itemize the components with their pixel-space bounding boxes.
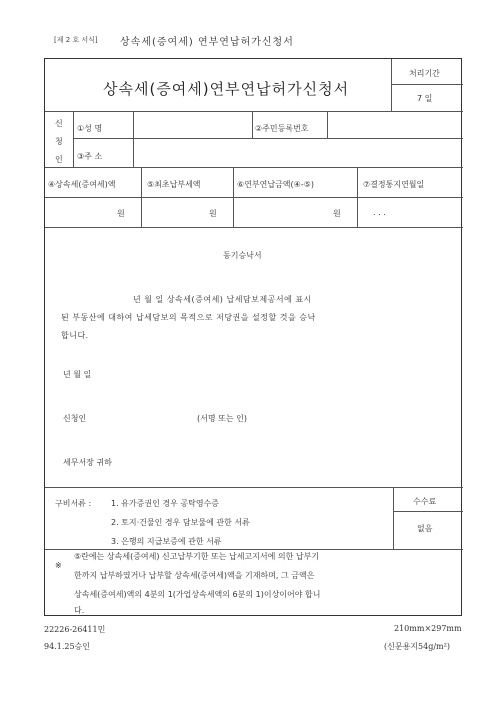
consent-line-2: 된 부동산에 대하여 납세담보의 목적으로 저당권을 설정할 것을 승낙 <box>61 313 316 322</box>
form-number: [제 2 호 서식] <box>54 36 98 44</box>
docs-label: 구비서류 : <box>55 499 92 508</box>
form-code: 22226-26411민 <box>44 625 106 634</box>
consent-date: 년 월 일 <box>63 370 92 379</box>
applicant-char-2: 청 <box>55 137 63 146</box>
divider <box>252 111 253 138</box>
addressee: 세무서장 귀하 <box>63 458 112 467</box>
installment-amount-unit: 원 <box>333 209 341 218</box>
divider <box>391 59 392 111</box>
installment-amount-header: ⑥연부연납금액(④-⑤) <box>237 180 315 189</box>
divider <box>327 111 328 138</box>
first-payment-unit: 원 <box>209 209 217 218</box>
divider <box>73 138 463 139</box>
fee-value: 없음 <box>417 524 433 533</box>
main-title: 상속세(증여세)연부연납허가신청서 <box>103 80 350 98</box>
header-title: 상속세(증여세) 연부연납허가신청서 <box>120 37 294 48</box>
processing-period-value: 7 일 <box>417 94 433 103</box>
address-label: ③주 소 <box>77 152 103 161</box>
first-payment-header: ⑤최초납부세액 <box>147 180 201 189</box>
divider <box>45 111 463 112</box>
fee-label: 수수료 <box>413 497 437 506</box>
signer-label: 신청인 <box>63 414 87 423</box>
divider <box>45 487 463 488</box>
divider <box>45 549 463 550</box>
divider <box>393 511 463 512</box>
divider <box>45 197 463 198</box>
divider <box>133 111 134 167</box>
notice-date-header: ⑦결정통지연월일 <box>363 180 425 189</box>
inheritance-tax-header: ④상속세(증여세)액 <box>48 180 116 189</box>
divider <box>391 84 463 85</box>
consent-title: 동기승낙서 <box>223 251 262 260</box>
note-line-1: ⑤란에는 상속세(증여세) 신고납부기한 또는 납세고지서에 의한 납부기 <box>74 552 320 561</box>
rrn-label: ②주민등록번호 <box>255 124 309 133</box>
applicant-char-1: 신 <box>55 119 63 128</box>
doc-item-3: 3. 은행의 지급보증에 관한 서류 <box>111 537 222 546</box>
signature-note: (서명 또는 인) <box>197 414 247 423</box>
doc-item-2: 2. 토지·건물인 경우 담보물에 관한 서류 <box>111 518 250 527</box>
consent-line-1: 년 월 일 상속세(증여세) 납세담보제공서에 표시 <box>133 295 312 304</box>
form-frame <box>44 58 462 616</box>
paper-type: (신문용지54g/m²) <box>384 642 450 651</box>
note-line-4: 다. <box>74 606 85 615</box>
divider <box>45 167 463 168</box>
notice-date-placeholder: . . . <box>373 208 386 217</box>
note-line-3: 상속세(증여세)액의 4분의 1(가업상속세액의 6분의 1)이상이어야 합니 <box>74 590 321 599</box>
name-label: ①성 명 <box>77 124 103 133</box>
note-line-2: 한까지 납부하였거나 납부할 상속세(증여세)액을 기재하며, 그 금액은 <box>74 571 315 580</box>
inheritance-tax-unit: 원 <box>117 209 125 218</box>
paper-size: 210mm×297mm <box>394 624 462 633</box>
consent-line-3: 합니다. <box>61 331 89 340</box>
divider <box>45 227 463 228</box>
divider <box>393 487 394 549</box>
note-mark: ※ <box>55 561 62 570</box>
doc-item-1: 1. 유가증권인 경우 공탁영수증 <box>111 499 219 508</box>
applicant-char-3: 인 <box>55 155 63 164</box>
approval-date: 94.1.25승인 <box>44 642 90 651</box>
processing-period-label: 처리기간 <box>409 69 440 78</box>
divider <box>73 111 74 167</box>
